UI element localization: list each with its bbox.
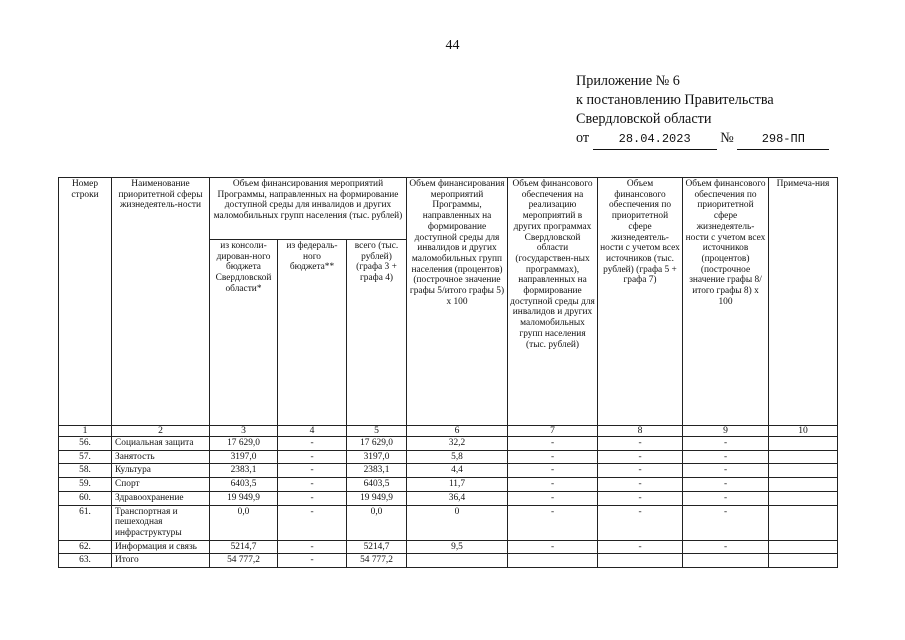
row-federal: - <box>278 478 347 492</box>
row-priority-percent: - <box>683 505 769 540</box>
col-number: 4 <box>278 426 347 437</box>
row-federal: - <box>278 437 347 451</box>
document-date: 28.04.2023 <box>593 130 717 150</box>
col-number: 5 <box>347 426 407 437</box>
header-consolidated-budget: из консоли-дирован-ного бюджета Свердловской области* <box>210 240 278 426</box>
table-row <box>59 505 838 540</box>
header-priority-percent: Объем финансового обеспечения по приоритетной сфере жизнедеятель-ности с учетом всех источников (процентов) (построчное значение графы 8/итого графы 8) x 100 <box>683 178 769 426</box>
row-consolidated: 5214,7 <box>210 540 278 554</box>
row-number: 61. <box>59 505 112 540</box>
row-share-percent <box>407 554 508 568</box>
row-share-percent: 0 <box>407 505 508 540</box>
row-priority-percent: - <box>683 540 769 554</box>
row-note <box>769 505 838 540</box>
col-number: 10 <box>769 426 838 437</box>
row-federal: - <box>278 505 347 540</box>
row-federal: - <box>278 540 347 554</box>
number-prefix: № <box>720 130 734 146</box>
row-priority-total: - <box>598 478 683 492</box>
row-sphere: Социальная защита <box>112 437 210 451</box>
row-consolidated: 6403,5 <box>210 478 278 492</box>
row-priority-total: - <box>598 491 683 505</box>
row-total: 6403,5 <box>347 478 407 492</box>
row-share-percent: 36,4 <box>407 491 508 505</box>
row-number: 63. <box>59 554 112 568</box>
table-row <box>59 464 838 478</box>
row-total: 5214,7 <box>347 540 407 554</box>
appendix-region: Свердловской области <box>576 111 712 127</box>
row-sphere: Итого <box>112 554 210 568</box>
row-note <box>769 540 838 554</box>
row-total: 0,0 <box>347 505 407 540</box>
row-consolidated: 17 629,0 <box>210 437 278 451</box>
row-sphere: Спорт <box>112 478 210 492</box>
row-number: 57. <box>59 450 112 464</box>
row-note <box>769 450 838 464</box>
row-priority-percent: - <box>683 464 769 478</box>
row-share-percent: 9,5 <box>407 540 508 554</box>
row-other-programs <box>508 554 598 568</box>
page-number: 44 <box>445 38 460 53</box>
col-number: 2 <box>112 426 210 437</box>
row-priority-percent: - <box>683 437 769 451</box>
row-note <box>769 554 838 568</box>
row-priority-percent: - <box>683 478 769 492</box>
row-priority-total: - <box>598 505 683 540</box>
row-note <box>769 491 838 505</box>
row-sphere: Здравоохранение <box>112 491 210 505</box>
document-number: 298-ПП <box>737 130 829 150</box>
table-row <box>59 540 838 554</box>
row-consolidated: 2383,1 <box>210 464 278 478</box>
row-priority-total: - <box>598 540 683 554</box>
col-number: 1 <box>59 426 112 437</box>
header-share-program: Объем финансирования мероприятий Программы, направленных на формирование доступной среды для инвалидов и других маломобильных групп населения (процентов) (построчное значение графы 5/итого графы 5) x 100 <box>407 178 508 426</box>
col-number: 6 <box>407 426 508 437</box>
row-federal: - <box>278 491 347 505</box>
header-federal-budget: из федераль-ного бюджета** <box>278 240 347 426</box>
row-total: 2383,1 <box>347 464 407 478</box>
col-number: 3 <box>210 426 278 437</box>
column-numbers-row <box>59 426 838 437</box>
row-other-programs: - <box>508 464 598 478</box>
row-sphere: Информация и связь <box>112 540 210 554</box>
row-priority-total: - <box>598 437 683 451</box>
row-share-percent: 4,4 <box>407 464 508 478</box>
row-other-programs: - <box>508 540 598 554</box>
row-consolidated: 0,0 <box>210 505 278 540</box>
row-consolidated: 54 777,2 <box>210 554 278 568</box>
col-number: 7 <box>508 426 598 437</box>
header-priority-total: Объем финансового обеспечения по приоритетной сфере жизнедеятель-ности с учетом всех источников (тыс. рублей) (графа 5 + графа 7) <box>598 178 683 426</box>
row-consolidated: 3197,0 <box>210 450 278 464</box>
table-row-total <box>59 554 838 568</box>
row-priority-total <box>598 554 683 568</box>
table-row <box>59 450 838 464</box>
row-total: 54 777,2 <box>347 554 407 568</box>
row-priority-total: - <box>598 450 683 464</box>
header-sphere: Наименование приоритетной сферы жизнедеятель-ности <box>112 178 210 426</box>
appendix-date-line <box>576 129 829 150</box>
appendix-block <box>576 72 829 150</box>
table-row <box>59 437 838 451</box>
col-number: 9 <box>683 426 769 437</box>
header-funding-group: Объем финансирования мероприятий Программы, направленных на формирование доступной среды для инвалидов и других маломобильных групп населения (тыс. рублей) <box>210 178 407 240</box>
header-row-number: Номер строки <box>59 178 112 426</box>
row-priority-percent: - <box>683 491 769 505</box>
row-share-percent: 32,2 <box>407 437 508 451</box>
row-share-percent: 11,7 <box>407 478 508 492</box>
row-federal: - <box>278 554 347 568</box>
row-other-programs: - <box>508 505 598 540</box>
header-other-programs: Объем финансового обеспечения на реализацию мероприятий в других программах Свердловской области (государствен-ных программах), направленных на формирование доступной среды для инвалидов и других маломобильных групп населения (тыс. рублей) <box>508 178 598 426</box>
row-sphere: Культура <box>112 464 210 478</box>
row-share-percent: 5,8 <box>407 450 508 464</box>
row-total: 3197,0 <box>347 450 407 464</box>
date-prefix: от <box>576 130 590 146</box>
row-other-programs: - <box>508 437 598 451</box>
table-row <box>59 478 838 492</box>
row-federal: - <box>278 464 347 478</box>
funding-table <box>58 177 838 568</box>
row-sphere: Занятость <box>112 450 210 464</box>
row-number: 59. <box>59 478 112 492</box>
row-number: 56. <box>59 437 112 451</box>
row-federal: - <box>278 450 347 464</box>
row-total: 19 949,9 <box>347 491 407 505</box>
appendix-resolution: к постановлению Правительства <box>576 92 774 108</box>
row-consolidated: 19 949,9 <box>210 491 278 505</box>
appendix-title: Приложение № 6 <box>576 73 680 89</box>
header-notes: Примеча-ния <box>769 178 838 426</box>
row-other-programs: - <box>508 491 598 505</box>
row-number: 60. <box>59 491 112 505</box>
header-total: всего (тыс. рублей) (графа 3 + графа 4) <box>347 240 407 426</box>
row-note <box>769 464 838 478</box>
table-row <box>59 491 838 505</box>
row-note <box>769 478 838 492</box>
row-priority-total: - <box>598 464 683 478</box>
row-note <box>769 437 838 451</box>
col-number: 8 <box>598 426 683 437</box>
row-priority-percent: - <box>683 450 769 464</box>
row-sphere: Транспортная и пешеходная инфраструктуры <box>112 505 210 540</box>
row-number: 62. <box>59 540 112 554</box>
row-total: 17 629,0 <box>347 437 407 451</box>
row-priority-percent <box>683 554 769 568</box>
row-other-programs: - <box>508 450 598 464</box>
row-other-programs: - <box>508 478 598 492</box>
row-number: 58. <box>59 464 112 478</box>
